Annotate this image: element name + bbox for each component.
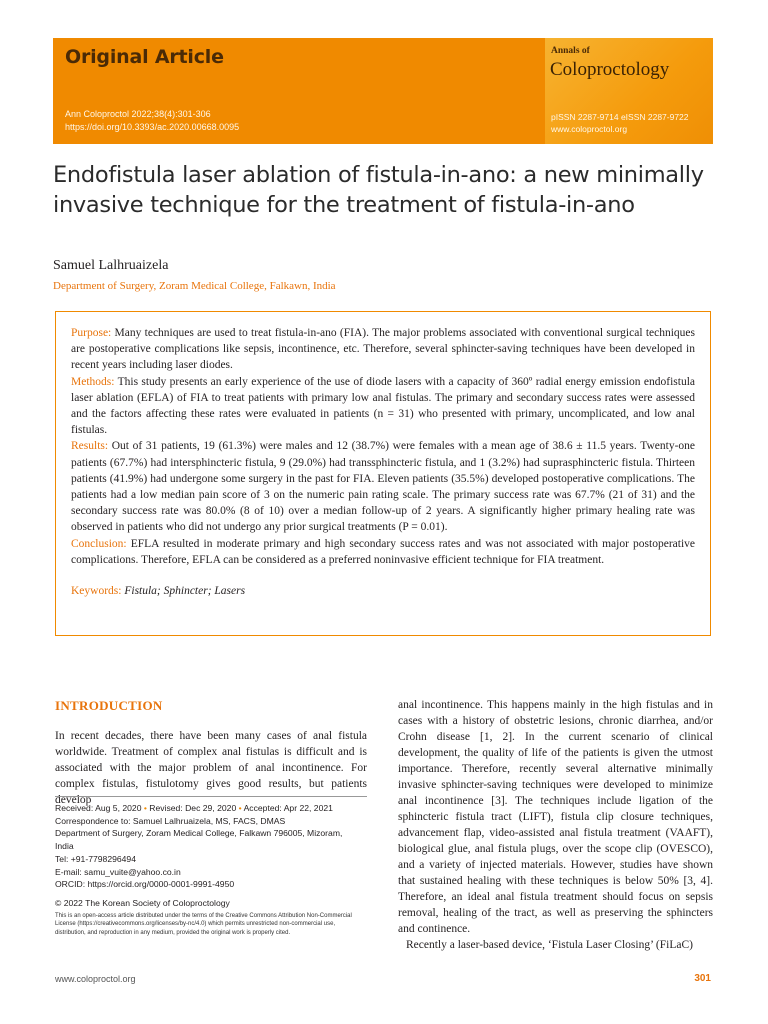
footer-url[interactable]: www.coloproctol.org <box>55 974 136 984</box>
article-dates <box>55 802 367 815</box>
address-line-1: Department of Surgery, Zoram Medical College, Falkawn 796005, Mizoram, <box>55 828 343 839</box>
orcid[interactable]: ORCID: https://orcid.org/0000-0001-9991-4950 <box>55 879 235 890</box>
results-label: Results: <box>71 440 109 453</box>
license-text: This is an open-access article distributed under the terms of the Creative Commons Attribution Non-Commercial License (https://creativecommons.org/licenses/by-nc/4.0) which permits unrestricted non-commercial use, distribution, and reproduction in any medium, provided the original work is properly cited. <box>55 912 352 936</box>
abstract-keywords <box>71 583 695 599</box>
journal-prefix: Annals of <box>551 46 590 56</box>
doi-link[interactable]: https://doi.org/10.3393/ac.2020.00668.0095 <box>65 122 240 132</box>
page-number: 301 <box>694 973 711 984</box>
article-footnotes <box>55 796 367 937</box>
methods-label: Methods: <box>71 375 115 388</box>
header-banner <box>53 38 713 144</box>
journal-name: Coloproctology <box>550 59 670 80</box>
abstract-box <box>55 311 711 636</box>
conclusion-text: EFLA resulted in moderate primary and high secondary success rates and was not associated with major postoperative complications. Therefore, EFLA can be considered as a preferred noninvasive efficient technique for FIA treatment. <box>71 537 696 566</box>
abstract-conclusion <box>71 536 695 568</box>
keywords-text: Fistula; Sphincter; Lasers <box>124 585 246 598</box>
journal-issn-block <box>551 111 689 135</box>
bullet-icon: • <box>238 803 242 813</box>
intro-paragraph-right: anal incontinence. This happens mainly in the high fistulas and in cases with a history of obstetric lesions, chronic diarrhea, and/or Crohn disease [1, 2]. In the current scenario of clinical development, the quality of life of the patients is given the utmost importance. Therefore, recently several alternative minimally invasive sphincter-saving techniques were developed to minimize anal incontinence [3]. The techniques include ligation of the sphincteric fistula tract (LIFT), fistula clip closure techniques, advancement flap, video-assisted anal fistula treatment (VAAFT), biological glue, anal fistula plugs, over the scope clip (OVESCO), and a variety of injected materials. However, studies have shown that sustained healing with these techniques is below 50% [3, 4]. Therefore, an ideal anal fistula treatment should focus on sepsis removal, healing of the tract, as well as preserving the sphincters and continence. <box>398 699 713 935</box>
article-title: Endofistula laser ablation of fistula-in-ano: a new minimally invasive technique for the treatment of fistula-in-ano <box>53 162 704 218</box>
author-name: Samuel Lalhruaizela <box>53 258 169 273</box>
accepted-date: Accepted: Apr 22, 2021 <box>243 803 333 813</box>
abstract-methods <box>71 374 695 439</box>
section-heading-introduction: INTRODUCTION <box>55 698 163 713</box>
correspondence: Correspondence to: Samuel Lalhruaizela, MS, FACS, DMAS <box>55 815 286 826</box>
copyright: © 2022 The Korean Society of Coloproctology <box>55 897 230 908</box>
citation: Ann Coloproctol 2022;38(4):301-306 <box>65 109 211 119</box>
journal-url[interactable]: www.coloproctol.org <box>551 124 628 134</box>
author-affiliation: Department of Surgery, Zoram Medical College, Falkawn, India <box>53 280 336 292</box>
conclusion-label: Conclusion: <box>71 537 127 550</box>
right-column <box>398 697 713 953</box>
results-text: Out of 31 patients, 19 (61.3%) were males and 12 (38.7%) were females with a mean age of 38.6 ± 11.5 years. Twenty-one patients (67.7%) had intersphincteric fistula, 9 (29.0%) had transsphincteric fistula, and 1 (3.2%) had suprasphincteric fistula. Thirteen patients (41.9%) had undergone some surgery in the past for FIA. Eleven patients (35.5%) developed postoperative complications. The patients had a low median pain score of 3 on the numeric pain rating scale. The primary success rate was 67.7% (21 of 31) and the secondary success rate was 80.0% (8 of 10) over a median follow-up of 2 years. A significantly higher primary healing rate was observed in patients who did not undergo any prior surgical treatments (P = 0.01). <box>71 440 696 534</box>
journal-logo-panel <box>545 38 713 144</box>
purpose-label: Purpose: <box>71 327 112 339</box>
citation-block <box>65 108 239 134</box>
revised-date: Revised: Dec 29, 2020 <box>149 803 237 813</box>
abstract-results <box>71 438 695 535</box>
keywords-label: Keywords: <box>71 585 122 598</box>
intro-paragraph-right-2: Recently a laser-based device, ‘Fistula Laser Closing’ (FiLaC) <box>406 939 693 951</box>
intro-paragraph-left: In recent decades, there have been many cases of anal fistula worldwide. Treatment of complex anal fistulas is difficult and is associated with the major problem of anal incontinence. For complex fistulas, fistulotomy gives good results, but patients develop <box>55 730 367 806</box>
methods-text: This study presents an early experience of the use of diode lasers with a capacity of 360º radial energy emission endofistula laser ablation (EFLA) of FIA to treat patients with primary low anal fistulas. The primary and secondary success rates were assessed and the factors affecting these rates were evaluated in patients (n = 31) who presented with primary, uncomplicated, and low anal fistulas. <box>71 375 695 437</box>
address-line-2: India <box>55 841 74 852</box>
left-column <box>55 698 367 808</box>
purpose-text: Many techniques are used to treat fistula-in-ano (FIA). The major problems associated with conventional surgical techniques are postoperative complications like sepsis, incontinence, etc. Therefore, several sphincter-saving techniques have been developed in recent years including laser diodes. <box>71 327 695 372</box>
telephone: Tel: +91-7798296494 <box>55 853 136 864</box>
article-type: Original Article <box>65 46 224 68</box>
email[interactable]: E-mail: samu_vuite@yahoo.co.in <box>55 866 181 877</box>
received-date: Received: Aug 5, 2020 <box>55 803 142 813</box>
journal-issn: pISSN 2287-9714 eISSN 2287-9722 <box>551 112 689 122</box>
abstract-purpose <box>71 325 695 374</box>
bullet-icon: • <box>143 803 147 813</box>
